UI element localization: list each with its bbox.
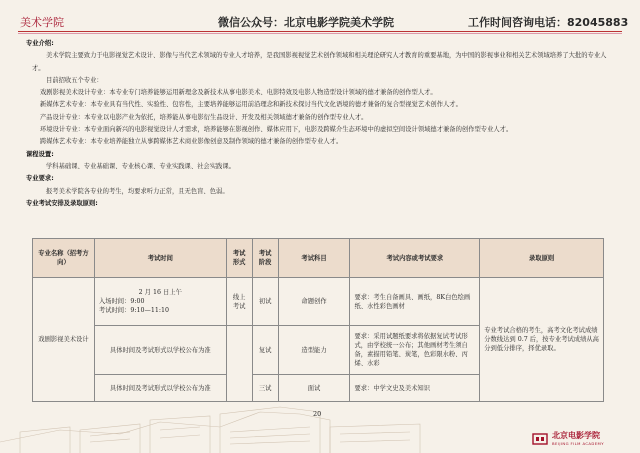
document-body xyxy=(26,38,614,210)
form-cell: 线上考试 xyxy=(226,278,252,326)
time-entry: 入场时间：9:00 xyxy=(98,298,145,305)
subject-cell: 造型能力 xyxy=(278,326,350,375)
header-time: 考试时间 xyxy=(94,239,226,278)
time-cell: 具体时间及考试形式以学校公布为准 xyxy=(94,326,226,375)
stage-cell: 初试 xyxy=(252,278,278,326)
stage-cell: 三试 xyxy=(252,375,278,402)
table-header-row xyxy=(33,239,604,278)
time-exam: 考试时间：9:10—11:10 xyxy=(98,307,169,314)
intro-paragraph: 美术学院主要致力于电影视觉艺术设计、影像与当代艺术领域的专业人才培养，是我国影视视觉艺术创作领域和相关理论研究人才教育的重要基地，为中国的影视事业和相关艺术领域培养了大批的专业人才。 xyxy=(32,52,607,72)
courses-heading: 课程设置: xyxy=(26,150,54,158)
phone-label: 工作时间咨询电话：82045883 xyxy=(468,16,629,29)
major-item: 跨媒体艺术专业：本专业培养能独立从事跨媒体艺术商业影像创意及制作领域的德才兼备的创作型专业人才。 xyxy=(40,138,343,146)
header-subject: 考试科目 xyxy=(278,239,350,278)
header-admission: 录取原则 xyxy=(480,239,604,278)
requirement-cell: 要求：采用试题纸要求将依据复试考试形式，由学校统一公布；其他画材考生须自备，素描用铅笔、炭笔，色彩限水粉、丙烯、水彩 xyxy=(350,326,480,375)
header-divider xyxy=(18,31,622,32)
courses-text: 学科基础课、专业基础课、专业核心课、专业实践课、社会实践课。 xyxy=(46,162,235,170)
department-label: 美术学院 xyxy=(20,16,64,29)
time-date: 2 月 16 日上午 xyxy=(138,289,182,296)
major-item: 产品设计专业：本专业以电影产业为依托，培养能从事电影衍生品设计、开发及相关领域德才兼备的创作型专业人才。 xyxy=(40,113,368,121)
academy-emblem-icon xyxy=(532,431,548,447)
requirement-cell: 要求：中学文史及美术知识 xyxy=(350,375,480,402)
subject-cell: 命题创作 xyxy=(278,278,350,326)
header-stage: 考试阶段 xyxy=(252,239,278,278)
logo-chinese: 北京电影学院 xyxy=(552,431,600,440)
header-major: 专业名称（招考方向） xyxy=(33,239,95,278)
major-name-cell: 戏剧影视美术设计 xyxy=(33,278,95,402)
major-item: 环境设计专业：本专业面向新兴的电影视觉设计人才需求，培养能够在影视创作、媒体应用下，电影及跨媒介生态环境中的虚拟空间设计领域德才兼备的创作型专业人才。 xyxy=(40,126,513,134)
header-divider-secondary xyxy=(18,33,622,34)
major-count: 目前招收五个专业： xyxy=(46,76,103,84)
table-heading: 专业考试安排及录取原则: xyxy=(26,199,98,207)
stage-cell: 复试 xyxy=(252,326,278,375)
admission-cell: 专业考试合格的考生，高考文化考试成绩分数线达到 0.7 后，按专业考试成绩从高分到低分排序，择优录取。 xyxy=(480,278,604,402)
header-requirement: 考试内容或考试要求 xyxy=(350,239,480,278)
table-row xyxy=(33,278,604,326)
page-header xyxy=(0,0,640,40)
header-form: 考试形式 xyxy=(226,239,252,278)
wechat-label: 微信公众号：北京电影学院美术学院 xyxy=(218,16,394,29)
requirements-text: 报考美术学院各专业的考生，均要求听力正常，且无色盲、色弱。 xyxy=(46,187,229,195)
major-item: 戏剧影视美术设计专业：本专业专门培养能够运用新理念及新技术从事电影美术、电影特效及电影人物造型设计领域的德才兼备的创作型人才。 xyxy=(40,89,437,97)
subject-cell: 面试 xyxy=(278,375,350,402)
logo-english: BEIJING FILM ACADEMY xyxy=(552,441,604,446)
requirement-cell: 要求：考生自备画具、画纸，8K白色绘画纸、水性彩色画材 xyxy=(350,278,480,326)
intro-heading: 专业介绍: xyxy=(26,40,54,47)
requirements-heading: 专业要求: xyxy=(26,175,54,183)
academy-logo xyxy=(532,430,627,450)
time-cell: 具体时间及考试形式以学校公布为准 xyxy=(94,375,226,402)
major-item: 新媒体艺术专业：本专业具有当代性、实验性、包容性，主要培养能够运用前沿理念和新技术探讨当代文化语境的德才兼备的复合型视觉艺术创作人才。 xyxy=(40,101,462,109)
time-cell xyxy=(94,278,226,326)
page-number: 20 xyxy=(313,410,322,418)
